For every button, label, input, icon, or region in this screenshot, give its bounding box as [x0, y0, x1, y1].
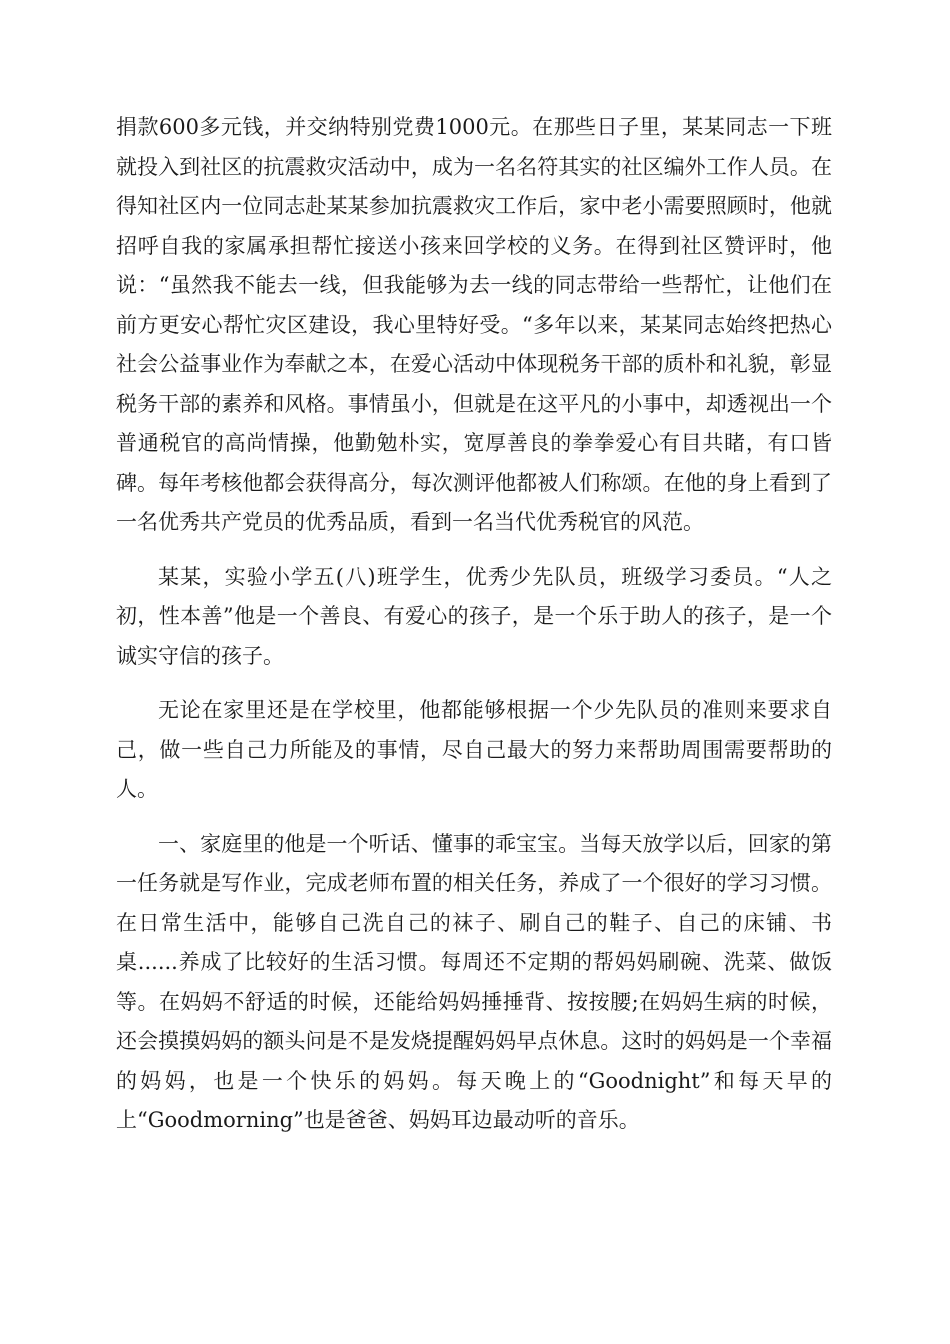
paragraph-continuation: 捐款600多元钱，并交纳特别党费1000元。在那些日子里，某某同志一下班就投入到社区的抗震救灾活动中，成为一名名符其实的社区编外工作人员。在得知社区内一位同志赴某某参加抗震救灾工作后，家中老小需要照顾时，他就招呼自我的家属承担帮忙接送小孩来回学校的义务。在得到社区赞评时，他说：“虽然我不能去一线，但我能够为去一线的同志带给一些帮忙，让他们在前方更安心帮忙灾区建设，我心里特好受。“多年以来，某某同志始终把热心社会公益事业作为奉献之本，在爱心活动中体现税务干部的质朴和礼貌，彰显税务干部的素养和风格。事情虽小，但就是在这平凡的小事中，却透视出一个普通税官的高尚情操，他勤勉朴实，宽厚善良的拳拳爱心有目共睹，有口皆碑。每年考核他都会获得高分，每次测评他都被人们称颂。在他的身上看到了一名优秀共产党员的优秀品质，看到一名当代优秀税官的风范。 [116, 115, 832, 534]
paragraph-helping-others: 无论在家里还是在学校里，他都能够根据一个少先队员的准则来要求自己，做一些自己力所能及的事情，尽自己最大的努力来帮助周围需要帮助的人。 [116, 698, 832, 801]
document-page [116, 108, 832, 1156]
paragraph-family-life: 一、家庭里的他是一个听话、懂事的乖宝宝。当每天放学以后，回家的第一任务就是写作业，完成老师布置的相关任务，养成了一个很好的学习习惯。在日常生活中，能够自己洗自己的袜子、刷自己的鞋子、自己的床铺、书桌......养成了比较好的生活习惯。每周还不定期的帮妈妈刷碗、洗菜、做饭等。在妈妈不舒适的时候，还能给妈妈捶捶背、按按腰;在妈妈生病的时候，还会摸摸妈妈的额头问是不是发烧提醒妈妈早点休息。这时的妈妈是一个幸福的妈妈，也是一个快乐的妈妈。每天晚上的“Goodnight”和每天早的上“Goodmorning”也是爸爸、妈妈耳边最动听的音乐。 [116, 831, 832, 1132]
paragraph-student-intro: 某某，实验小学五(八)班学生，优秀少先队员，班级学习委员。“人之初，性本善”他是一个善良、有爱心的孩子，是一个乐于助人的孩子，是一个诚实守信的孩子。 [116, 564, 832, 668]
